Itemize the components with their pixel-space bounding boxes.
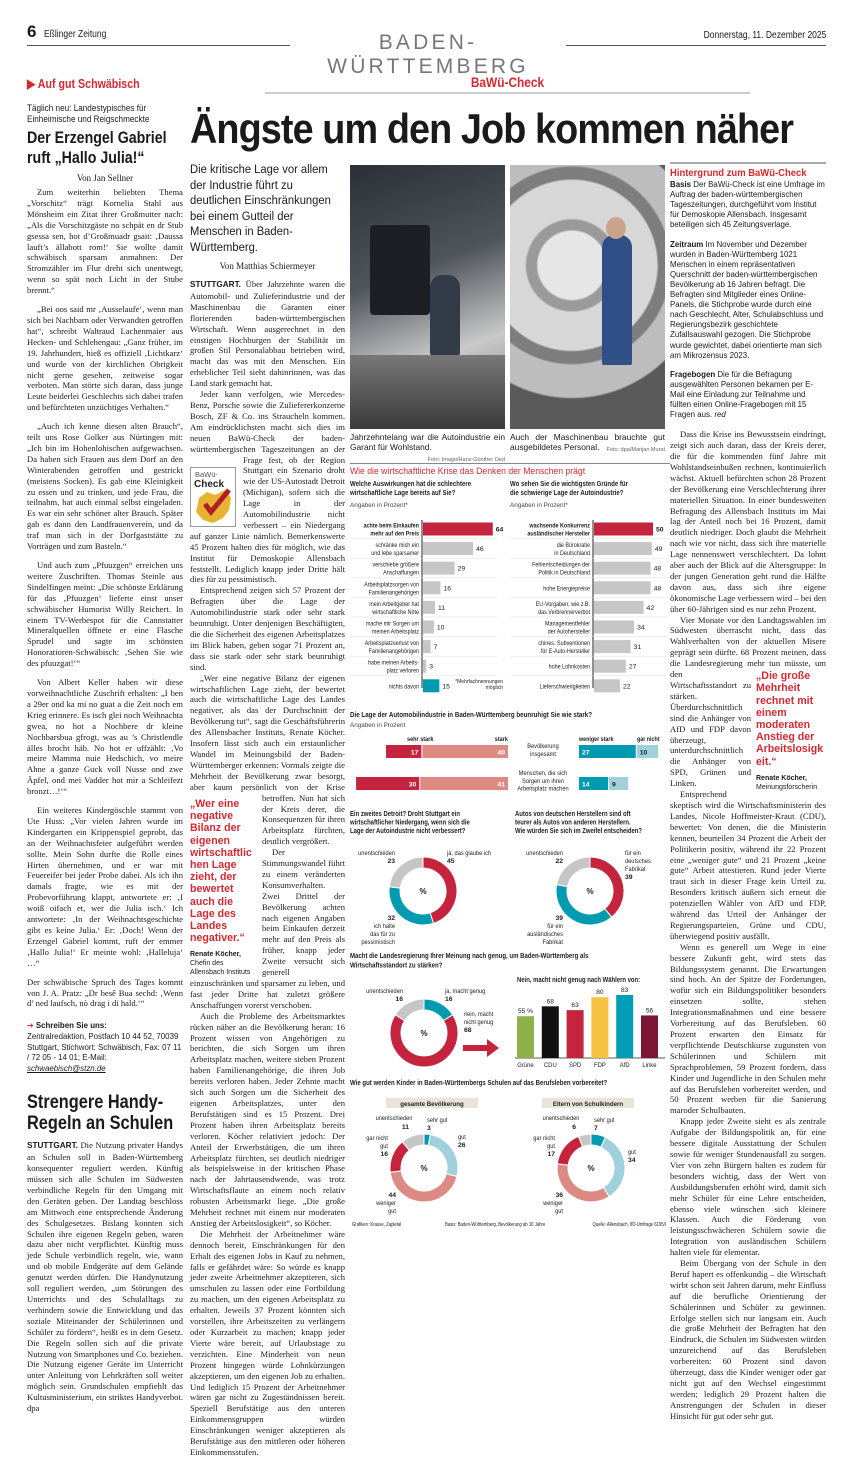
donut-slice-label: weniger gut	[543, 1200, 563, 1216]
legend-label: sehr stark	[407, 736, 434, 744]
quote-role: Meinungsforscherin	[756, 783, 818, 791]
bar-value-label: 30	[408, 781, 417, 789]
bar-category-label: nichts davon	[388, 683, 419, 691]
caption-text: Jahrzehntelang war die Autoindustrie ein Garant für Wohlstand.	[350, 432, 505, 452]
graphic-section-title: Wie die wirtschaftliche Krise das Denken der Menschen prägt	[350, 465, 586, 477]
bawue-map-check-icon	[191, 468, 235, 526]
donut-center-label: %	[420, 1164, 428, 1173]
bar-value-label: 42	[646, 604, 655, 612]
paragraph: „Bei oos said mr ‚Ausselaufe‘, wenn man sich bei Nachbarn oder Verwandten getroffen hat“, schreibt Waltraud Lachenmaier aus Hecken- und Schlehengau: „Ganz früher, im 19. Jahrhundert, hieß es offiziell ‚Lichtkarz‘ und wurde von der kirchlichen Obrigkeit nicht gerne gesehen, zeitweise sogar verboten. Man störte sich daran, dass junge Leute beiderlei Geschlechts sich dabei trafen und befürchteten unzüchtiges Verhalten.“	[27, 304, 183, 413]
group-tag-label: gesamte Bevölkerung	[400, 1100, 464, 1109]
bar	[423, 581, 440, 594]
donut-slice	[557, 1136, 582, 1165]
party-bar	[517, 1016, 534, 1058]
info-text: Der BaWü-Check ist eine Umfrage im Auftrag der baden-württembergischen Tageszeitungen, durchgeführt vom Institut für Demoskopie Allensbach. Insgesamt beteiligen sich 45 Zeitungsverlage.	[670, 180, 825, 230]
bar-value-label: 10	[436, 624, 445, 632]
info-label: Zeitraum	[670, 239, 704, 249]
legend-label: gar nicht	[637, 736, 660, 744]
main-deck: Die kritische Lage vor allem der Industrie führt zu deutlichen Einschränkungen bei einem Gutteil der Menschen in Baden-Württemberg.	[190, 162, 331, 254]
paragraph: Beim Übergang von der Schule in den Beruf hapert es offenkundig – die Wirtschaft wirbt schon seit Jahren darum, mehr Einfluss auf die berufliche Orientierung der Schülerinnen und Schüler zu gewinnen. Erfolge stellen sich nur langsam ein. Auch die große Mehrheit der Befragten hat den Eindruck, die Schulen im Südwesten würden unzureichend auf das Berufsleben vorbereiten: 60 Prozent sind davon überzeugt, dass die Kinder weniger oder gar nicht gut auf den Wechsel eingestimmt werden; lediglich 29 Prozent halten die Anstrengungen der Schulen in dieser Hinsicht für gut oder sehr gut.	[670, 1258, 826, 1421]
paragraph: Ein weiteres Kindergöschle stammt von Ute Huss: „Vor vielen Jahren wurde im Kindergarten ein Krippenspiel geprobt, das an der Weihnachtsfeier aufgeführt werden sollte. Mein Sohn durfte die Rolle eines Hirten übernehmen, und er war mit Feuereifer bei jeder Probe dabei. Als ich ihn damals fragte, wie es mit der Probevorführung klappt, antwortete er: ‚I woiß oifach et, wer die Julia isch.‘ Ich antwortete: ‚In der Weihnachtsgeschichte gibt es keine Julia.‘ Er: ‚Doch! Wenn der Erzengel Gabriel kommt, ruft der emmer ‚Hallo Julia!‘ Er meinte wohl: ‚Halleluja‘ …“	[27, 805, 183, 968]
party-bar	[616, 995, 633, 1058]
photo-mechanical-engineering	[510, 165, 665, 429]
bar	[594, 523, 653, 536]
bar-value-label: 7	[433, 644, 438, 652]
bar-category-label: mache mir Sorgen um meinen Arbeitsplatz	[365, 621, 419, 636]
paragraph: Wenn es generell um Wege in eine bessere Zukunft geht, wird stets das Bildungssystem genannt. Die Erwartungen sind hoch. An der Spitze der Forderungen, wofür sich ein Bildungspolitiker besonders einsetzen sollte, stehen Integrationsmaßnahmen und eine bessere Vorbereitung auf das Berufsleben. 60 Prozent erwarten den Einsatz für verpflichtende Deutschkurse zugunsten von Schülerinnen und Schülern mit Sprachproblemen, 59 Prozent fordern, dass Kinder und Jugendliche in den Schulen mehr auf das Berufsleben vorbereitet werden, und 50 Prozent werben für die Sanierung maroder Schulbauten.	[670, 941, 826, 1116]
bar-category-label: wachsende Konkurrenz ausländischer Hersteller	[527, 523, 590, 538]
contact-email-link[interactable]: schwaebisch@stzn.de	[27, 1063, 106, 1073]
bar	[594, 621, 634, 634]
bar-category-label: chines. Subventionen für E-Auto-Hersteller	[538, 640, 590, 656]
donut-value-label: 3	[427, 1125, 431, 1132]
bar-value-label: 46	[476, 546, 484, 554]
chart-title: Welche Auswirkungen hat die schlechtere wirtschaftliche Lage bereits auf Sie?	[350, 480, 472, 498]
bar-value-label: 16	[443, 585, 452, 593]
photo-credit: Foto: Imago/Hans-Günther Oed	[427, 457, 505, 463]
donut-value-label: 23	[387, 858, 395, 865]
donut-value-label: 7	[594, 1125, 598, 1132]
bar-category-label: habe meinen Arbeits-platz verloren	[368, 660, 419, 675]
donut-slice-label: unentschieden	[542, 1115, 580, 1123]
bar-value-label: 31	[633, 644, 642, 652]
pull-quote	[756, 670, 826, 792]
bar-value-label: 40	[497, 749, 505, 757]
bar	[423, 601, 435, 614]
photo-auto-industry	[350, 165, 505, 429]
donut-slice-label: sehr gut	[594, 1117, 615, 1125]
bar-value-label: 34	[637, 624, 645, 632]
bar-category-label: Fehlentscheidungen der Politik in Deutschland	[532, 562, 590, 577]
column-intro: Täglich neu: Landestypisches für Einheimische und Reigschmeckte	[27, 103, 150, 125]
paragraph: Jeder kann verfolgen, wie Mercedes-Benz, Porsche sowie die Zuliefererkonzerne Bosch, ZF & Co. ins Straucheln kommen. Am eindrücklichsten macht sich dies im neuen BaWü-Check der baden-württembergischen Tageszeitungen an der Frage fest, ob der Region Stuttgart ein Szenario droht wie der US-Autostadt Detroit (Michigan), sofern sich die Lage in der Automobilindustrie nicht verbessert – ein Niedergang auf ganzer Linie nämlich. Bemerkenswerte 45 Prozent halten dies für möglich, wie das Institut für Demoskopie Allensbach feststellt. Lediglich knapp jeder Dritte hält dies für zu pessimistisch.	[190, 389, 345, 585]
donut-center-label: %	[586, 887, 594, 896]
logo-text-1: BaWü-	[195, 470, 218, 479]
kicker-rule	[265, 92, 750, 94]
donut-value-label: 16	[395, 996, 403, 1003]
author-signature: red	[714, 410, 726, 420]
bar-value-label: 49	[654, 546, 663, 554]
page-number: 6	[27, 22, 37, 41]
bawue-check-logo	[190, 467, 236, 527]
bar-stark	[422, 745, 508, 758]
graphic-rule	[350, 463, 670, 464]
issue-date: Donnerstag, 11. Dezember 2025	[703, 30, 826, 41]
graphic-source: Quelle: Allensbach, IfD-Umfrage 6195/I	[592, 1221, 666, 1228]
left-column	[27, 103, 183, 1414]
paragraph: Der schwäbische Spruch des Tages kommt von J. A. Pratz: „Dr besê Bua sechd: ‚Wenn d’ ned laufsch, nò drag i di hald.‘“	[27, 976, 183, 1009]
donut-slice	[590, 857, 624, 917]
info-text: Im November und Dezember wurden in Baden-Württemberg 1021 Menschen in einem repräsentativen Querschnitt der baden-württembergischen Bevölkerung ab 16 Jahren befragt. Die Befragten sind Mitglieder eines Online-Panels, die Stichprobe wurde durch eine nach Geschlecht, Alter, Schulabschluss und Regierungsbezirk geschichtete Zufallsauswahl gezogen. Die Stichprobe wurde gewichtet, dabei orientierte man sich am Mikrozensus 2023.	[670, 239, 824, 360]
bar-value-label: 29	[457, 565, 466, 573]
graphic-basis: Basis: Baden-Württemberg, Bevölkerung ab 16 Jahre	[445, 1221, 546, 1228]
donut-slice-label: weniger gut	[376, 1200, 396, 1216]
main-headline: Ängste um den Job kommen näher	[190, 105, 794, 152]
info-label: Basis	[670, 180, 692, 190]
donut-slice-label: ich halte das für zu pessimistisch	[361, 923, 395, 947]
column-body	[27, 187, 183, 1009]
donut-slice-label: gar nicht gut	[366, 1135, 388, 1151]
bar-value-label: 27	[582, 749, 590, 757]
bar-value-label: 15	[442, 683, 450, 691]
paragraph: Dass die Krise ins Bewusstsein eindringt, zeigt sich auch daran, dass der Kreis derer, die für die kommenden fünf Jahre mit Wohlstandseinbußen rechnen, kontinuierlich wächst. Aktuell befürchten schon 28 Prozent der Bevölkerung eine Verschlechterung ihrer materiellen Situation. In einer bundesweiten Befragung des Allensbach Instituts im Mai lag der Anteil noch bei 16 Prozent, damit deutlich niedriger. Doch glaubt die Mehrheit nach wie vor nicht, dass sich ihre materielle Lage nennenswert verschlechtert. Da lohnt aber auch der Blick auf die Altersgruppe: In der jungen Generation geht rund die Hälfte davon aus, dass sich ihre eigene ökonomische Lage verbessern wird – bei den über 60-Jährigen sind es nur zehn Prozent.	[670, 429, 826, 614]
survey-graphics	[345, 460, 670, 1240]
paragraph: Entsprechend skeptisch wird die Wirtschaftsministerin des Landes, Nicole Hoffmeister-Kraut (CDU), bewertet: Von denen, die die Ministerin kennen, beurteilen 34 Prozent die Arbeit der Politikerin positiv, während ihr 22 Prozent eine „weniger gute“ und 21 Prozent „keine gute“ Arbeit attestieren. Rund jeder Vierte traut sich in dieser Frage kein Urteil zu. Besonders kritisch äußern sich erneut die potenziellen Wähler von AfD und FDP, während das Urteil der Anhänger der Regierungsparteien, Grüne und CDU, überwiegend positiv ausfällt.	[670, 789, 826, 941]
donut-slice	[556, 885, 612, 925]
chart-footnote: *Mehrfachnennungen möglich	[455, 679, 503, 691]
section-title: BADEN-WÜRTTEMBERG	[327, 31, 529, 78]
graphic-credits: Grafiken: Krause, Zapletal	[352, 1221, 402, 1228]
paragraph: Zum weiterhin beliebten Thema „Vorschitz“ trägt Kornelia Stahl aus Mönsheim ein Zitat ihrer Großmutter nach: „Als die Vorschitzgäste no schpät en dr Stub gsessa sen, hot d’Großmuadr gsait: ‚Daussa lauft’s ällabott rom!‘ Sie wollte damit schwäbisch sparsam anmahnen: Der Stromzähler im Flur dreht sich unentwegt, wenn so spät noch Licht in der Stube brennt.“	[27, 187, 183, 296]
bar-value-label: 10	[639, 749, 648, 757]
party-bar	[641, 1015, 658, 1058]
bar-category-label: Linke	[642, 1061, 657, 1070]
bar-value-label: 48	[653, 565, 662, 573]
paragraph: Von Albert Keller haben wir diese vorweihnachtliche Zuschrift erhalten: „I ben a 29er ond ka mi no guat a die Zeit noch em Krieg erinnere. Es isch glei noch Weihnachta gwea, no hot a Nochbere dr kleine Nochbarsbua gfrogt, was au ’s Christlendle älles brocht häb. No hot er uffzählt: ‚Vo meire Mamma nuie Hedschich, vo meire Ahne a ganze Guck voll Nusse ond zwe Äpfel, ond mei Vadder hot mir a Schleifezt bronzt…!‘“	[27, 677, 183, 797]
donut-slice-label: sehr gut	[427, 1117, 448, 1125]
paragraph: „Wer eine negative Bilanz der eigenen wirtschaftlichen Lage zieht, der bewertet auch die wirtschaftliche Lage des Landes negativer, als das der Durchschnitt der Bevölkerung tut“, sagt die Geschäftsführerin des Allensbacher Instituts, Renate Köcher. Insofern lässt sich auch ein erstaunlicher Wandel im Meinungsbild der Baden-Württemberger erkennen: Vormals zeigte die Mehrheit der Bevölkerung zwar besorgt, aber kaum persönlich von der Krise betroffen. Nun hat sich der Kreis derer, die Konsequenzen für ihren Arbeitsplatz fürchten, deutlich vergrößert.	[190, 672, 345, 847]
donut-center-label: %	[587, 1164, 595, 1173]
bar-category-label: Lieferschwierigkeiten	[539, 683, 590, 691]
row-category-label: Menschen, die sich Sorgen um ihren Arbeitsplatz machen	[517, 770, 569, 793]
bar	[423, 562, 455, 575]
arrow-right-icon	[463, 1039, 499, 1057]
bar-category-label: FDP	[593, 1061, 606, 1070]
header-rule-right	[566, 45, 826, 46]
donut-slice-label: unentschieden	[375, 1115, 413, 1123]
bar-category-label: schränke mich ein und lebe sparsamer	[371, 542, 419, 558]
bar-category-label: Arbeitsplatzsorgen von Familienangehörigen	[364, 581, 419, 597]
donut-value-label: 16	[380, 1151, 388, 1158]
party-bar	[567, 1010, 584, 1058]
legend-label: stark	[494, 736, 508, 744]
paragraph: Über Jahrzehnte waren die Automobil- und Zulieferindustrie und der Maschinenbau die Garanten einer florierenden baden-württembergischen Wirtschaft. Wenn ausgerechnet in den einstigen Hochburgen der Stabilität im großen Stil Personalabbau betrieben wird, macht das was mit den Menschen. Ein erheblicher Teil sieht dahinrinnen, was das Land stark gemacht hat.	[190, 279, 345, 389]
bar	[423, 542, 473, 555]
bar-value-label: 3	[429, 663, 434, 671]
paragraph: Der Stimmungswandel führt zu einem veränderten Konsumverhalten. Zwei Drittel der Bevölkerung achten nach eigenen Angaben beim Einkaufen derzeit mehr auf den Preis als früher, knapp jeder Zweite versucht sich generell einzuschränken und sparsamer zu leben, und fast jeder Dritte hat zuletzt größere Anschaffungen vorerst verschoben.	[190, 847, 345, 1010]
chart-title: Die Lage der Automobilindustrie in Baden-Württemberg beunruhigt Sie wie stark?	[350, 711, 593, 720]
donut-value-label: 68	[464, 1027, 472, 1034]
bar-value-label: 17	[410, 749, 419, 757]
donut-slice	[557, 1164, 609, 1202]
donut-slice-label: gut	[628, 1149, 636, 1157]
main-column	[190, 162, 345, 1458]
right-column	[670, 162, 826, 1422]
donut-slice-label: unentschieden	[358, 850, 395, 858]
bar-category-label: Grüne	[517, 1061, 534, 1070]
pull-quote	[190, 798, 256, 977]
dateline: STUTTGART.	[190, 280, 241, 289]
bar	[594, 601, 644, 614]
chart-title: Macht die Landesregierung Ihrer Meinung nach genug, um Baden-Württemberg als Wirtschaftsstandort zu stärken?	[350, 952, 589, 970]
bar-value-label: 11	[437, 604, 446, 612]
bar-value-label: 63	[571, 1002, 579, 1010]
bar	[423, 679, 439, 692]
contact-address: Zentralredaktion, Postfach 10 44 52, 70039 Stuttgart, Stichwort: Schwäbisch, Fax: 07 11 / 72 05 - 14 01; E-Mail:	[27, 1031, 182, 1063]
bar	[423, 523, 493, 536]
donut-slice-label: ja, das glaube ich	[447, 850, 492, 858]
photo-credit: Foto: dpa/Marijan Murat	[606, 447, 665, 453]
dateline: STUTTGART.	[27, 1141, 78, 1151]
donut-slice-label: für ein deutsches Fabrikat	[625, 850, 651, 874]
donut-value-label: 16	[445, 996, 453, 1003]
logo-text-2: Check	[194, 479, 225, 490]
caption-text: Auch der Maschinenbau brauchte gut ausgebildetes Personal.	[510, 432, 665, 452]
contact-label: Schreiben Sie uns:	[35, 1021, 107, 1031]
bar-category-label: verschiebe größere Anschaffungen	[372, 562, 419, 577]
group-tag-label: Eltern von Schulkindern	[552, 1100, 624, 1109]
newspaper-name: Eßlinger Zeitung	[44, 29, 107, 40]
donut-value-label: 44	[388, 1192, 396, 1199]
legend-label: weniger stark	[579, 736, 614, 744]
photo-caption	[510, 432, 665, 455]
paragraph: Auch die Probleme des Arbeitsmarktes rücken näher an die Bevölkerung heran: 16 Prozent wissen von Angehörigen zu berichten, die sich Sorgen um ihren Arbeitsplatz machen, weitere sieben Prozent haben Familienangehörige, die ihren Job bereits verloren haben. Jeder Zehnte macht sich auch Sorgen um die Sicherheit des eigenen Arbeitsplatzes, unter den Berufstätigen sind es 15 Prozent. Drei Prozent haben ihren Arbeitsplatz bereits verloren. Köcher relativiert jedoch: Der Anteil der Erwerbstätigen, die um ihren Arbeitsplatz fürchten, sei deutlich niedriger als beispielsweise in der kritischen Phase nach der Jahrtausendwende, was trotz Wirtschaftsflaute an einem noch relativ robusten Arbeitsmarkt liege. „Die große Mehrheit rechnet mit einem nur moderaten Anstieg der Arbeitslosigkeit“, so Köcher.	[190, 1010, 345, 1228]
paragraph: Und auch zum „Pfuuzgen“ erreichen uns weitere Zuschriften. Thomas Steinle aus Sindelfingen meint: „Die schönste Erklärung für das ‚Pfuuzgen‘ lieferte einst unser schwäbischer Humorist Willy Reichert. In einem TV-Werbespot für die Cannstatter Mineralquellen öffnete er eine Flasche Sprudel und sagte im schönsten Honoratioren-Schwäbisch: ‚Sehen Sie wie des pfuuzgat!‘“	[27, 560, 183, 669]
donut-slice-label: für ein ausländisches Fabrikat	[527, 923, 563, 947]
sidebar-body	[670, 429, 826, 1421]
triangle-right-icon: ▶	[27, 76, 38, 91]
bar	[423, 660, 426, 673]
donut-value-label: 36	[555, 1192, 563, 1199]
bar-category-label: hohe Energiepreise	[543, 585, 590, 593]
donut-slice-label: gut	[458, 1134, 466, 1142]
chart-subtitle: Angaben in Prozent*	[350, 502, 408, 509]
donut-value-label: 26	[458, 1142, 466, 1149]
column-byline: Von Jan Sellner	[76, 173, 134, 183]
donut-slice	[390, 1015, 458, 1067]
bar-value-label: 9	[611, 781, 616, 789]
bar-category-label: EU-Vorgaben, wie z.B. das Verbrennerverbot	[535, 601, 590, 617]
bar	[594, 660, 626, 673]
bar-value-label: 48	[653, 585, 662, 593]
pull-quote-text: „Wer eine negative Bilanz der eigenen wirtschaftlichen Lage zieht, der bewertet auch die Lage des Landes negativer.“	[190, 798, 252, 945]
donut-center-label: %	[420, 1029, 428, 1038]
donut-slice	[601, 1137, 625, 1196]
donut-slice	[390, 1171, 457, 1202]
donut-center-label: %	[419, 887, 427, 896]
paragraph: Die Nutzung privater Handys an Schulen soll in Baden-Württemberg konsequenter reguliert werden. Künftig müssen sich alle Schulen im Südwesten verbindliche Regeln für den Umgang mit den Geräten geben. Der Landtag beschloss am Mittwoch eine entsprechende Änderung des Schulgesetzes. Bislang konnten sich Schulen ihre eigenen Regeln geben, waren dazu aber nicht verpflichtet. Künftig muss jede Schule verbindlich regeln, wie, wann und ob mobile Endgeräte auf dem Gelände genutzt werden dürfen. Die Handynutzung soll reguliert werden, „um Störungen des Unterrichts und des Schulalltags zu verhindern sowie die Entwicklung und das soziale Miteinander der Schülerinnen und Schüler zu fördern“, heißt es in dem Gesetz. Die Regeln sollen sich auf die private Nutzung von Smartphones und Co. beziehen. Die Nutzung eigener Geräte im Unterricht unter Anleitung von Lehrkräften soll weiter möglich sein. Grundschulen empfiehlt das Kultusministerium, ein striktes Handyverbot. dpa	[27, 1140, 183, 1414]
quote-author: Renate Köcher,	[190, 951, 241, 959]
pull-quote-text: „Die große Mehrheit rechnet mit einem moderaten Anstieg der Arbeitslosigkeit.“	[756, 670, 824, 768]
bar	[594, 581, 651, 594]
party-bar	[591, 997, 608, 1058]
bar-value-label: 80	[596, 989, 604, 997]
bar-stark	[420, 777, 508, 790]
bar-category-label: die Bürokratie in Deutschland	[554, 542, 590, 558]
paragraph: Vier Monate vor den Landtagswahlen im Südwesten überrascht nicht, dass das Wahlverhalten von der aktuellen Misere geprägt sein dürfte. 68 Prozent meinen, dass die Landesregierung mehr tun müsste, um den Wirtschaftsstandort zu stärken. Überdurchschnittlich sind die Anhänger von AfD und FDP davon überzeugt, unterdurchschnittlich die Anhänger von SPD, Grünen und Linken.	[670, 614, 826, 789]
bar-value-label: 64	[495, 526, 504, 534]
bar-category-label: SPD	[569, 1061, 582, 1070]
bar-value-label: 22	[622, 683, 631, 691]
chart-subtitle: Angaben in Prozent	[350, 722, 406, 729]
bar-category-label: hohe Lohnkosten	[548, 664, 590, 671]
info-text: Die für die Befragung ausgewählten Personen bekamen per E-Mail eine Einladung zur Teilnahme und füllten einen Online-Fragebogen mit 15 Fragen aus.	[670, 369, 813, 420]
donut-value-label: 34	[628, 1157, 636, 1164]
chart-title: Wie gut werden Kinder in Baden-Württembergs Schulen auf das Berufsleben vorbereitet?	[350, 1079, 608, 1088]
bar-category-label: CDU	[543, 1061, 557, 1070]
header-rule-left	[27, 45, 290, 46]
bar	[594, 542, 652, 555]
chart-title: Wo sehen Sie die wichtigsten Gründe für die schwierige Lage der Autoindustrie?	[510, 480, 629, 498]
article-body	[27, 1140, 183, 1414]
donut-value-label: 11	[401, 1124, 409, 1131]
column-kicker	[27, 76, 140, 92]
kicker-label: Auf gut Schwäbisch	[37, 76, 140, 91]
bar-value-label: 83	[621, 986, 629, 994]
bar-category-label: mein Arbeitgeber hat wirtschaftliche Nöte	[369, 601, 419, 617]
row-category-label: Bevölkerung insgesamt	[527, 743, 559, 758]
contact-box	[27, 1021, 183, 1074]
paragraph: Die Mehrheit der Arbeitnehmer wäre dennoch bereit, Einschränkungen für den Erhalt des eigenen Jobs in Kauf zu nehmen, falls er gefährdet wäre: So würde es knapp jeder zweite Arbeitnehmer akzeptieren, sich umschulen zu lassen oder eine Fortbildung zu machen, um den eigenen Arbeitsplatz zu erhalten. Jeweils 37 Prozent könnten sich vorstellen, ihre Arbeitszeiten zu verlängern oder Kurzarbeit zu machen; knapp jeder Vierte wäre bereit, auf Urlaubstage zu verzichten. Eine Minderheit von neun Prozent hingegen würde Lohnkürzungen akzeptieren, um den eigenen Job zu erhalten. Und lediglich 15 Prozent der Arbeitnehmer wären gar nicht zu Zugeständnissen bereit. Speziell Berufstätige aus den unteren Einkommensgruppen würden Einschränkungen weniger akzeptieren als Berufstätige aus den mittleren oder höheren Einkommensstufen.	[190, 1228, 345, 1457]
bar-category-label: achte beim Einkaufen mehr auf den Preis	[363, 523, 419, 538]
bar-category-label: AfD	[619, 1061, 630, 1070]
bar	[594, 562, 651, 575]
donut-slice-label: unentschieden	[526, 850, 563, 858]
donut-value-label: 45	[447, 858, 455, 865]
donut-slice-label: gar nicht gut	[533, 1135, 555, 1151]
info-label: Fragebogen	[670, 369, 716, 379]
main-byline: Von Matthias Schiermeyer	[219, 261, 316, 271]
paragraph: Entsprechend zeigen sich 57 Prozent der Befragten über die Lage der Automobilindustrie stark oder sehr stark beunruhigt. Unter denjenigen Beschäftigten, die die Sicherheit des eigenen Arbeitsplatzes im Blick haben, geben sogar 71 Prozent an, dass sie stark oder sehr stark beunruhigt sind.	[190, 585, 345, 672]
chart-title: Autos von deutschen Herstellern sind oft teurer als Autos von anderen Herstellern. Wie würden Sie sich im Zweifel entscheiden?	[515, 810, 643, 836]
bar-category-label: Managementfehler der Autohersteller	[545, 621, 590, 636]
donut-slice-label: nein, macht nicht genug	[464, 1011, 494, 1027]
info-box	[670, 162, 826, 420]
chart-title: Nein, macht nicht genug nach Wählern von:	[517, 976, 641, 985]
donut-value-label: 39	[555, 915, 563, 922]
bar-value-label: 55 %	[517, 1008, 534, 1016]
bar-value-label: 27	[628, 663, 637, 671]
paragraph: Knapp jeder Zweite sieht es als zentrale Aufgabe der Bildungspolitik an, für eine bessere digitale Ausstattung der Schulen sowie für weniger Stundenausfall zu sorgen. Vier von zehn Bürgern halten es zudem für besonders wichtig, dass der Wert von Ausbildungsberufen erhöht wird, damit sich mehr Schüler für eine Lehre entscheiden, ebenso viele wünschen sich kleinere Klassen. Auch die Förderung von leistungsschwächeren Schülern sowie die Integration von ausländischen Schülern halten viele für elementar.	[670, 1116, 826, 1258]
party-bar	[542, 1006, 559, 1058]
donut-slice-label: ja, macht genug	[445, 988, 486, 996]
bar	[423, 640, 431, 653]
donut-value-label: 39	[625, 874, 633, 881]
bar-value-label: 14	[582, 781, 590, 789]
paragraph: „Auch ich kenne diesen alten Brauch“, teilt uns Rose Golker aus Nürtingen mit: „Ich bin im Hohenlohischen aufgewachsen. Da haben sich Frauen aus dem Dorf an den Winterabenden getroffen und gestrickt (meistens Socken). Es gab eine Kleinigkeit zu essen und zu trinken, und jede Frau, die teilnahm, hat auch einmal selbst eingeladen. Es war ein sehr schöner alter Brauch. Später gab es dann den Landfrauenverein, und da traf man sich in der Dorfgaststätte zu Vorträgen und zum Basteln.“	[27, 421, 183, 552]
bar-value-label: 41	[497, 781, 505, 789]
bar	[594, 679, 620, 692]
chart-title: Ein zweites Detroit? Droht Stuttgart ein wirtschaftlicher Niedergang, wenn sich die Lage der Autoindustrie nicht verbessert?	[350, 810, 470, 836]
bar	[594, 640, 631, 653]
donut-slice	[389, 887, 434, 925]
bar-value-label: 56	[645, 1007, 654, 1015]
main-kicker: BaWü-Check	[470, 75, 545, 90]
donut-value-label: 6	[572, 1124, 576, 1131]
main-body	[190, 279, 345, 1458]
chart-subtitle: Angaben in Prozent*	[510, 502, 568, 509]
donut-value-label: 32	[387, 915, 395, 922]
donut-value-label: 17	[547, 1151, 555, 1158]
bar-value-label: 50	[656, 526, 664, 534]
arrow-right-icon: ➔	[27, 1021, 36, 1031]
info-box-title: Hintergrund zum BaWü-Check	[670, 167, 807, 179]
bar-category-label: Arbeitsplatzverlust von Familienangehörigen	[364, 640, 419, 656]
bar	[423, 621, 434, 634]
donut-value-label: 22	[555, 858, 563, 865]
article-headline: Strengere Handy-Regeln an Schulen	[27, 1092, 174, 1135]
quote-author: Renate Köcher,	[756, 774, 807, 782]
bar-value-label: 68	[546, 998, 554, 1006]
quote-role: Chefin des Allensbach Instituts	[190, 960, 251, 977]
donut-slice-label: unentschieden	[366, 988, 403, 996]
donut-slice	[428, 1135, 458, 1177]
column-headline: Der Erzengel Gabriel ruft „Hallo Julia!“	[27, 129, 167, 167]
